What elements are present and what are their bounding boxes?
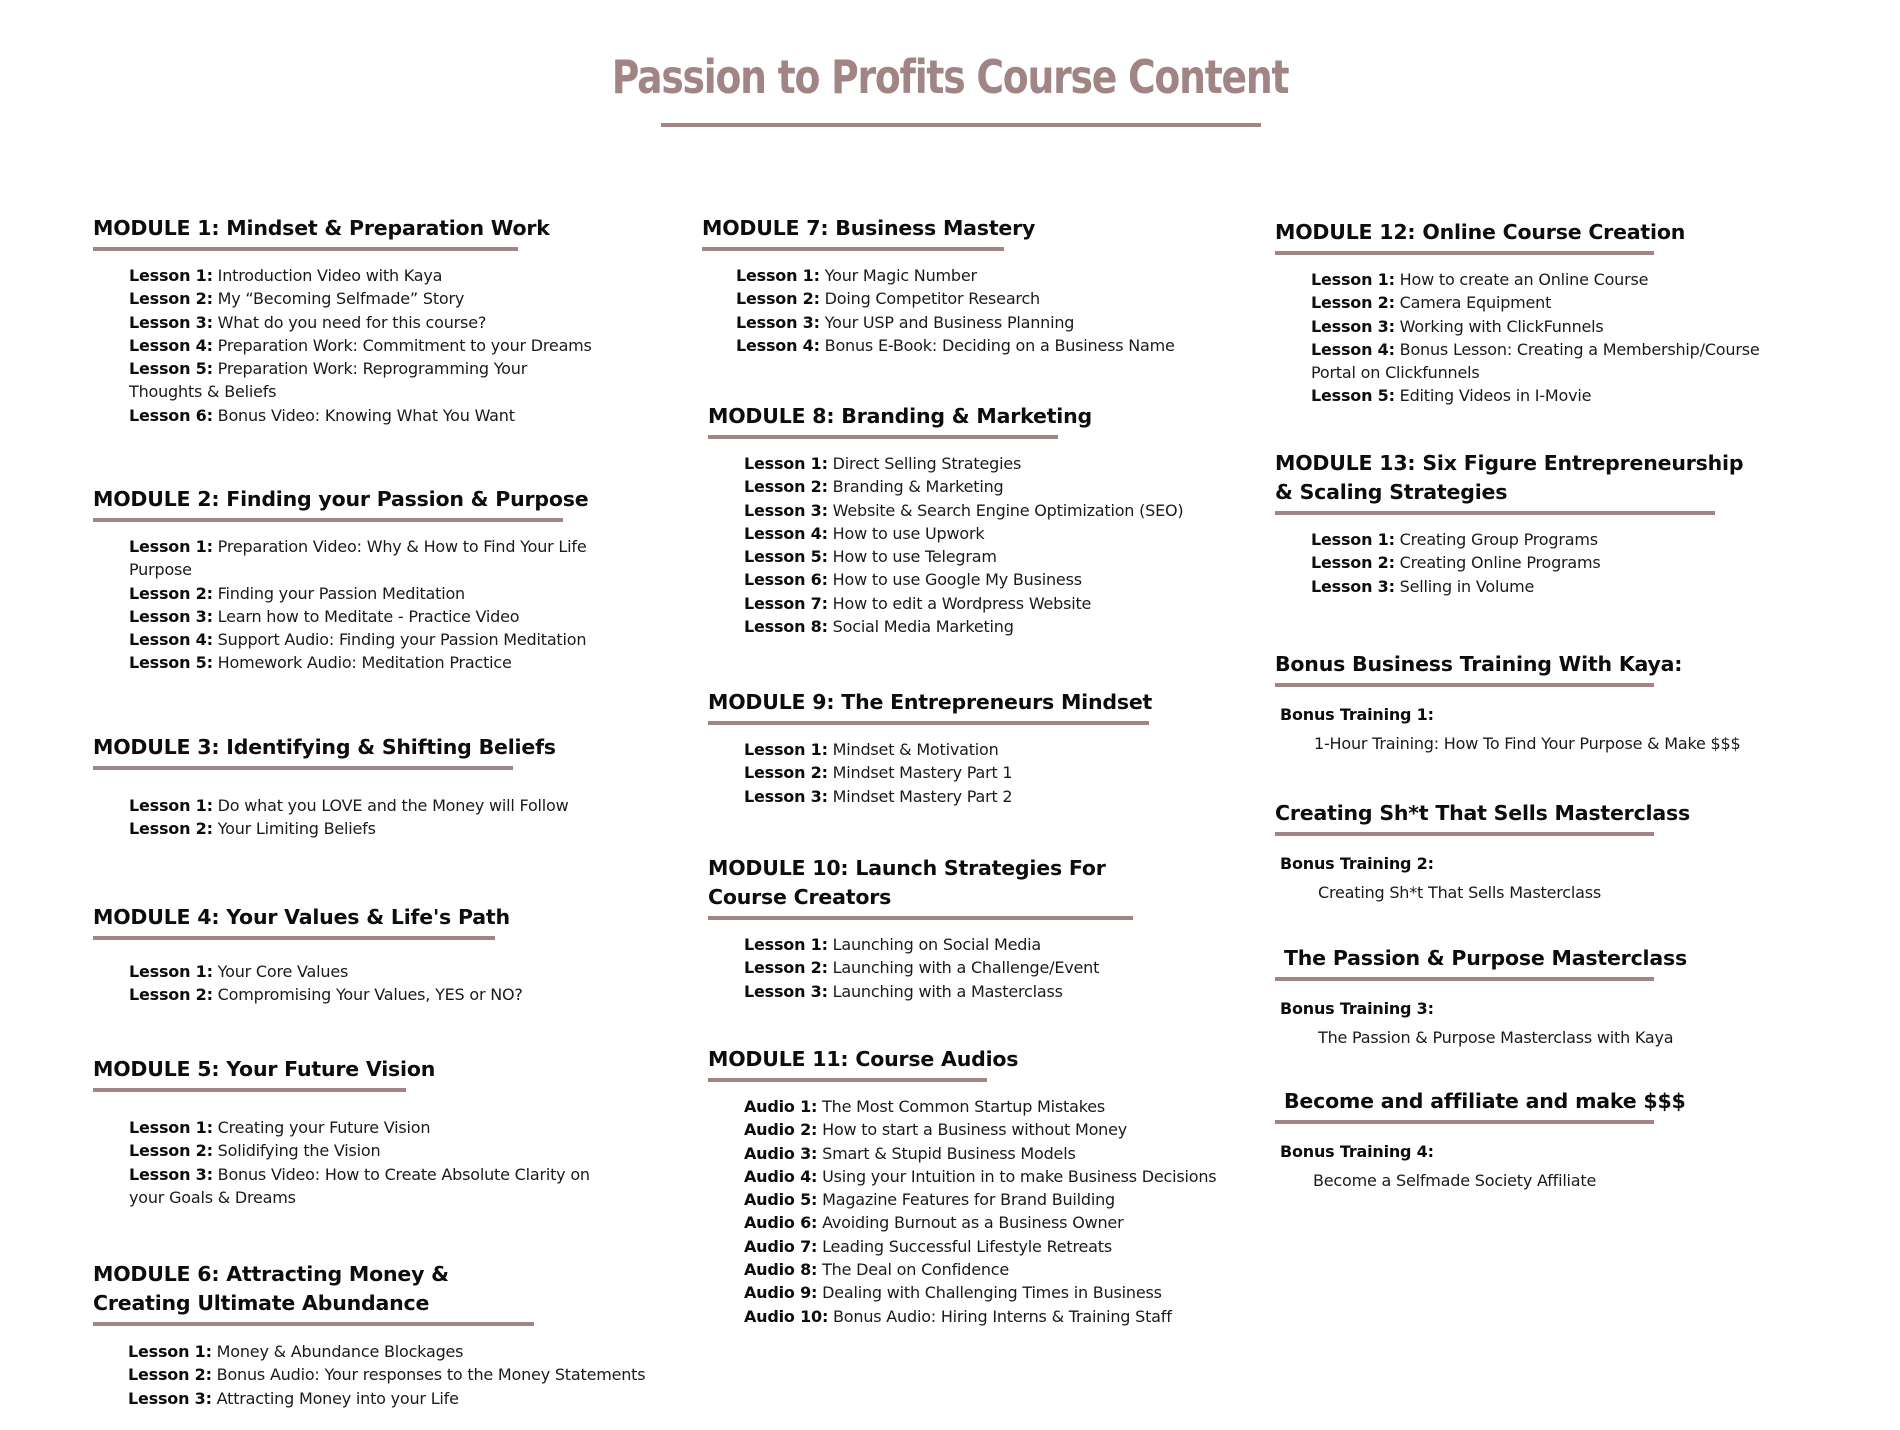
lesson-label: Lesson 4: <box>129 335 213 355</box>
lesson-item <box>744 1235 1234 1258</box>
bonus-underline <box>1275 1120 1654 1124</box>
bonus-title: The Passion & Purpose Masterclass with Kaya <box>1318 1028 1674 1047</box>
module-12 <box>1275 218 1795 408</box>
lesson-list <box>129 1116 619 1209</box>
lesson-label: Lesson 3: <box>736 312 820 332</box>
lesson-title: Creating Online Programs <box>1399 553 1601 573</box>
lesson-item <box>129 334 599 357</box>
module-underline <box>708 721 1149 725</box>
lesson-list <box>128 1340 648 1410</box>
lesson-item <box>129 1163 619 1210</box>
lesson-label: Lesson 2: <box>744 763 828 783</box>
module-11 <box>708 1045 1228 1328</box>
lesson-label: Lesson 5: <box>129 359 213 379</box>
lesson-item <box>129 960 619 983</box>
module-underline <box>708 1078 987 1082</box>
lesson-list <box>736 264 1226 357</box>
lesson-item <box>128 1340 648 1363</box>
lesson-label: Audio 9: <box>744 1283 818 1303</box>
lesson-item <box>1311 268 1776 291</box>
lesson-label: Lesson 1: <box>736 266 820 285</box>
lesson-label: Lesson 1: <box>129 1118 213 1137</box>
lesson-label: Lesson 2: <box>744 477 828 497</box>
lesson-item <box>744 738 1234 761</box>
lesson-title: Your Limiting Beliefs <box>217 819 376 839</box>
lesson-title: Launching on Social Media <box>832 935 1042 954</box>
module-heading: MODULE 5: Your Future Vision <box>93 1057 436 1081</box>
lesson-label: Lesson 3: <box>744 981 828 1001</box>
lesson-list <box>129 264 599 427</box>
lesson-item <box>744 1211 1234 1234</box>
lesson-item <box>1311 315 1776 338</box>
module-heading: MODULE 9: The Entrepreneurs Mindset <box>708 690 1153 714</box>
lesson-title: Bonus E-Book: Deciding on a Business Name <box>824 335 1175 355</box>
lesson-title: Creating your Future Vision <box>217 1118 431 1137</box>
lesson-title: Introduction Video with Kaya <box>217 266 443 285</box>
lesson-title: Launching with a Challenge/Event <box>832 958 1100 978</box>
lesson-label: Lesson 2: <box>129 289 213 309</box>
lesson-title: Bonus Audio: Your responses to the Money Statements <box>216 1365 646 1385</box>
lesson-item <box>128 1363 648 1386</box>
module-underline <box>708 435 1058 439</box>
lesson-item <box>129 404 599 427</box>
lesson-title: Do what you LOVE and the Money will Follow <box>217 796 569 815</box>
module-heading: MODULE 6: Attracting Money & Creating Ultimate Abundance <box>93 1262 449 1315</box>
lesson-title: Mindset Mastery Part 1 <box>832 763 1013 783</box>
lesson-label: Lesson 3: <box>744 500 828 520</box>
module-3 <box>93 733 613 841</box>
lesson-label: Lesson 1: <box>1311 270 1395 289</box>
lesson-item <box>744 545 1234 568</box>
lesson-label: Audio 2: <box>744 1120 818 1140</box>
module-underline <box>93 766 513 770</box>
lesson-item <box>129 817 619 840</box>
lesson-title: Camera Equipment <box>1399 293 1552 313</box>
lesson-item <box>744 1118 1234 1141</box>
lesson-item <box>129 1116 619 1139</box>
lesson-label: Audio 6: <box>744 1213 818 1233</box>
lesson-label: Lesson 4: <box>129 630 213 650</box>
module-underline <box>1275 511 1715 515</box>
module-underline <box>1275 251 1654 255</box>
lesson-title: Social Media Marketing <box>832 617 1014 637</box>
lesson-label: Lesson 1: <box>128 1342 212 1361</box>
lesson-label: Lesson 3: <box>1311 576 1395 596</box>
lesson-title: Preparation Video: Why & How to Find Your Life Purpose <box>129 537 587 580</box>
bonus-heading: The Passion & Purpose Masterclass <box>1284 946 1687 970</box>
lesson-title: My “Becoming Selfmade” Story <box>217 289 465 309</box>
lesson-title: Direct Selling Strategies <box>832 454 1022 473</box>
lesson-title: How to create an Online Course <box>1399 270 1649 289</box>
lesson-list <box>1311 528 1776 598</box>
lesson-item <box>744 615 1234 638</box>
lesson-label: Lesson 6: <box>129 405 213 425</box>
lesson-label: Lesson 3: <box>128 1388 212 1408</box>
module-10 <box>708 854 1228 1003</box>
lesson-item <box>744 980 1234 1003</box>
lesson-item <box>736 334 1226 357</box>
lesson-item <box>129 582 599 605</box>
module-9 <box>708 688 1228 808</box>
lesson-item <box>744 1188 1234 1211</box>
lesson-item <box>744 568 1234 591</box>
lesson-title: The Deal on Confidence <box>822 1260 1010 1280</box>
bonus-underline <box>1275 832 1654 836</box>
module-heading: MODULE 8: Branding & Marketing <box>708 404 1093 428</box>
lesson-title: Solidifying the Vision <box>217 1141 381 1161</box>
lesson-label: Audio 3: <box>744 1143 818 1163</box>
lesson-list <box>744 738 1234 808</box>
lesson-item <box>129 535 599 582</box>
lesson-item <box>129 794 619 817</box>
bonus-title: Creating Sh*t That Sells Masterclass <box>1318 883 1602 902</box>
lesson-title: Doing Competitor Research <box>824 289 1040 309</box>
lesson-label: Lesson 1: <box>129 796 213 815</box>
module-underline <box>93 1322 534 1326</box>
lesson-item <box>129 628 599 651</box>
lesson-label: Lesson 4: <box>1311 339 1395 359</box>
lesson-item <box>744 1258 1234 1281</box>
lesson-label: Lesson 1: <box>744 740 828 759</box>
module-underline <box>93 518 563 522</box>
bonus-heading: Bonus Business Training With Kaya: <box>1275 652 1683 676</box>
lesson-title: Money & Abundance Blockages <box>216 1342 464 1361</box>
lesson-title: Preparation Work: Reprogramming Your Thoughts & Beliefs <box>129 359 528 402</box>
bonus-label: Bonus Training 1: <box>1280 705 1434 724</box>
lesson-item <box>744 761 1234 784</box>
lesson-item <box>129 311 599 334</box>
lesson-title: Your USP and Business Planning <box>824 312 1075 332</box>
lesson-item <box>1311 291 1776 314</box>
lesson-label: Lesson 4: <box>744 523 828 543</box>
bonus-label: Bonus Training 4: <box>1280 1142 1434 1161</box>
audio-list <box>744 1095 1234 1328</box>
module-heading: MODULE 7: Business Mastery <box>702 216 1036 240</box>
lesson-item <box>744 522 1234 545</box>
lesson-label: Lesson 5: <box>1311 386 1395 406</box>
module-13 <box>1275 449 1795 598</box>
lesson-item <box>744 592 1234 615</box>
bonus-heading: Become and affiliate and make $$$ <box>1284 1089 1686 1113</box>
lesson-item <box>744 452 1234 475</box>
bonus-title: Become a Selfmade Society Affiliate <box>1313 1171 1597 1190</box>
lesson-label: Lesson 3: <box>129 312 213 332</box>
lesson-title: Attracting Money into your Life <box>216 1388 459 1408</box>
lesson-title: Homework Audio: Meditation Practice <box>217 653 512 673</box>
module-heading: MODULE 1: Mindset & Preparation Work <box>93 216 550 240</box>
lesson-label: Lesson 1: <box>129 962 213 981</box>
lesson-title: Preparation Work: Commitment to your Dreams <box>217 335 592 355</box>
module-7 <box>702 214 1222 357</box>
lesson-item <box>744 1095 1234 1118</box>
lesson-label: Audio 7: <box>744 1236 818 1256</box>
lesson-item <box>1311 551 1776 574</box>
lesson-title: Leading Successful Lifestyle Retreats <box>822 1236 1112 1256</box>
module-heading: MODULE 3: Identifying & Shifting Beliefs <box>93 735 556 759</box>
lesson-title: Learn how to Meditate - Practice Video <box>217 606 520 626</box>
lesson-item <box>744 1165 1234 1188</box>
lesson-title: The Most Common Startup Mistakes <box>822 1097 1105 1116</box>
lesson-label: Lesson 2: <box>736 289 820 309</box>
lesson-item <box>744 1281 1234 1304</box>
module-underline <box>708 916 1133 920</box>
lesson-label: Lesson 8: <box>744 617 828 637</box>
lesson-title: Magazine Features for Brand Building <box>822 1190 1116 1210</box>
lesson-item <box>744 499 1234 522</box>
lesson-label: Audio 5: <box>744 1190 818 1210</box>
lesson-label: Lesson 3: <box>129 606 213 626</box>
lesson-item <box>744 933 1234 956</box>
lesson-title: Your Core Values <box>217 962 349 981</box>
module-underline <box>702 247 1004 251</box>
lesson-item <box>736 264 1226 287</box>
lesson-label: Audio 1: <box>744 1097 818 1116</box>
lesson-title: How to edit a Wordpress Website <box>832 593 1092 613</box>
lesson-item <box>1311 575 1776 598</box>
lesson-label: Lesson 2: <box>129 819 213 839</box>
module-heading: MODULE 13: Six Figure Entrepreneurship & Scaling Strategies <box>1275 451 1744 504</box>
bonus-underline <box>1275 977 1654 981</box>
lesson-item <box>736 287 1226 310</box>
lesson-title: Editing Videos in I-Movie <box>1399 386 1592 406</box>
lesson-list <box>129 535 599 675</box>
lesson-label: Lesson 1: <box>744 454 828 473</box>
bonus-label: Bonus Training 3: <box>1280 999 1434 1018</box>
module-heading: MODULE 4: Your Values & Life's Path <box>93 905 510 929</box>
lesson-label: Lesson 2: <box>129 985 213 1005</box>
lesson-label: Lesson 3: <box>129 1164 213 1184</box>
lesson-title: Bonus Lesson: Creating a Membership/Course Portal on Clickfunnels <box>1311 339 1760 383</box>
lesson-label: Lesson 1: <box>129 266 213 285</box>
lesson-title: Working with ClickFunnels <box>1399 316 1604 336</box>
bonus-4 <box>1275 1087 1795 1190</box>
module-4 <box>93 903 613 1007</box>
lesson-title: Creating Group Programs <box>1399 530 1598 549</box>
bonus-3 <box>1275 944 1795 1047</box>
lesson-list <box>744 452 1234 638</box>
lesson-label: Lesson 5: <box>744 547 828 567</box>
lesson-list <box>1311 268 1776 408</box>
title-underline <box>661 123 1261 127</box>
module-2 <box>93 485 613 675</box>
lesson-label: Lesson 7: <box>744 593 828 613</box>
lesson-label: Lesson 2: <box>129 583 213 603</box>
lesson-list <box>744 933 1234 1003</box>
lesson-title: What do you need for this course? <box>217 312 487 332</box>
page-title: Passion to Profits Course Content <box>611 50 1289 104</box>
lesson-title: Avoiding Burnout as a Business Owner <box>822 1213 1124 1233</box>
lesson-item <box>1311 528 1776 551</box>
lesson-item <box>744 475 1234 498</box>
module-heading: MODULE 2: Finding your Passion & Purpose <box>93 487 589 511</box>
lesson-item <box>1311 338 1776 385</box>
lesson-title: Bonus Audio: Hiring Interns & Training Staff <box>833 1306 1172 1326</box>
lesson-title: Smart & Stupid Business Models <box>822 1143 1076 1163</box>
lesson-label: Lesson 1: <box>744 935 828 954</box>
lesson-title: How to start a Business without Money <box>822 1120 1128 1140</box>
lesson-title: Selling in Volume <box>1399 576 1535 596</box>
lesson-item <box>129 605 599 628</box>
lesson-item <box>128 1387 648 1410</box>
module-heading: MODULE 11: Course Audios <box>708 1047 1019 1071</box>
lesson-item <box>744 1142 1234 1165</box>
lesson-title: Finding your Passion Meditation <box>217 583 465 603</box>
lesson-label: Lesson 2: <box>744 958 828 978</box>
lesson-title: Branding & Marketing <box>832 477 1004 497</box>
lesson-item <box>129 651 599 674</box>
lesson-label: Lesson 2: <box>129 1141 213 1161</box>
lesson-title: Dealing with Challenging Times in Business <box>822 1283 1162 1303</box>
bonus-heading: Creating Sh*t That Sells Masterclass <box>1275 801 1691 825</box>
lesson-label: Lesson 2: <box>128 1365 212 1385</box>
lesson-list <box>129 960 619 1007</box>
module-1 <box>93 214 613 427</box>
lesson-label: Lesson 3: <box>744 786 828 806</box>
lesson-label: Lesson 6: <box>744 570 828 590</box>
lesson-label: Lesson 1: <box>1311 530 1395 549</box>
bonus-title: 1-Hour Training: How To Find Your Purpose & Make $$$ <box>1314 734 1741 753</box>
lesson-list <box>129 794 619 841</box>
lesson-title: Mindset Mastery Part 2 <box>832 786 1013 806</box>
bonus-underline <box>1275 683 1654 687</box>
module-5 <box>93 1055 613 1209</box>
module-6 <box>93 1260 646 1410</box>
bonus-2 <box>1275 799 1795 902</box>
module-underline <box>93 247 518 251</box>
lesson-label: Lesson 2: <box>1311 293 1395 313</box>
lesson-item <box>744 956 1234 979</box>
lesson-item <box>736 311 1226 334</box>
module-8 <box>708 402 1228 638</box>
module-underline <box>93 936 495 940</box>
lesson-title: Compromising Your Values, YES or NO? <box>217 985 523 1005</box>
lesson-item <box>129 287 599 310</box>
lesson-item <box>129 357 599 404</box>
lesson-label: Lesson 1: <box>129 537 213 556</box>
lesson-label: Audio 4: <box>744 1166 818 1186</box>
lesson-title: Website & Search Engine Optimization (SEO) <box>832 500 1184 520</box>
lesson-item <box>129 983 619 1006</box>
lesson-label: Lesson 3: <box>1311 316 1395 336</box>
lesson-label: Lesson 4: <box>736 335 820 355</box>
lesson-title: How to use Google My Business <box>832 570 1082 590</box>
lesson-item <box>744 1305 1234 1328</box>
lesson-label: Lesson 2: <box>1311 553 1395 573</box>
lesson-title: Your Magic Number <box>824 266 977 285</box>
bonus-label: Bonus Training 2: <box>1280 854 1434 873</box>
module-heading: MODULE 10: Launch Strategies For Course Creators <box>708 856 1106 909</box>
lesson-item <box>1311 384 1776 407</box>
lesson-title: How to use Upwork <box>832 523 985 543</box>
lesson-title: Mindset & Motivation <box>832 740 999 759</box>
lesson-title: How to use Telegram <box>832 547 997 567</box>
lesson-label: Lesson 5: <box>129 653 213 673</box>
lesson-label: Audio 8: <box>744 1260 818 1280</box>
lesson-title: Using your Intuition in to make Business Decisions <box>822 1166 1217 1186</box>
lesson-title: Bonus Video: How to Create Absolute Clarity on your Goals & Dreams <box>129 1164 590 1207</box>
lesson-title: Support Audio: Finding your Passion Meditation <box>217 630 587 650</box>
module-heading: MODULE 12: Online Course Creation <box>1275 220 1686 244</box>
lesson-title: Launching with a Masterclass <box>832 981 1063 1001</box>
lesson-title: Bonus Video: Knowing What You Want <box>217 405 515 425</box>
module-underline <box>93 1088 406 1092</box>
lesson-label: Audio 10: <box>744 1306 829 1326</box>
bonus-1 <box>1275 650 1795 753</box>
lesson-item <box>129 1139 619 1162</box>
lesson-item <box>744 785 1234 808</box>
lesson-item <box>129 264 599 287</box>
